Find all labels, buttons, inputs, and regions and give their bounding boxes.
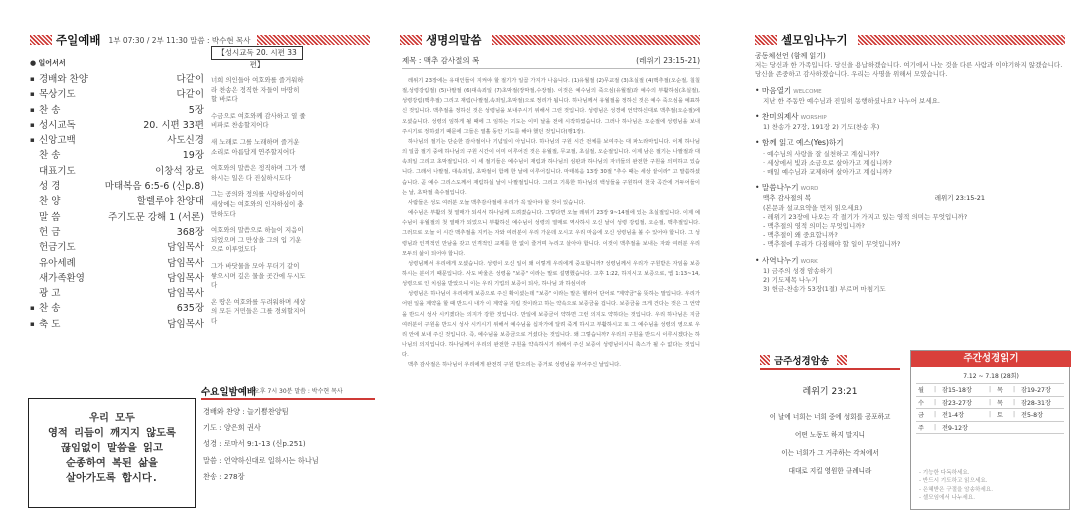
column-separator bbox=[985, 421, 995, 434]
bullet-icon: ▪ bbox=[30, 105, 35, 114]
reading-range: 전9-12장 bbox=[940, 421, 985, 434]
cell-section-title: • 사역나누기 bbox=[755, 255, 799, 265]
cell-section-title: • 말씀나누기 bbox=[755, 183, 799, 193]
worship-item-value: 담임목사 bbox=[167, 242, 204, 254]
worship-item-value: 담임목사 bbox=[167, 288, 204, 300]
cell-section-line: - 맥추절이 왜 중요합니까? bbox=[763, 231, 838, 240]
cell-section-heading bbox=[755, 183, 1065, 194]
header-hatch bbox=[760, 355, 770, 365]
reading-range: 잠15-18장 bbox=[940, 384, 985, 397]
worship-item-name-group bbox=[30, 103, 60, 118]
motto-line: 순종하여 복된 삶을 bbox=[66, 457, 158, 469]
worship-item-name: 찬 양 bbox=[39, 196, 61, 208]
reading-note: - 은혜받은 구절을 암송하세요. bbox=[919, 486, 993, 493]
cell-section-line: · 세상에서 빛과 소금으로 살아가고 계십니까? bbox=[763, 158, 892, 167]
order-heading: ● 일어서서 bbox=[30, 59, 66, 67]
worship-item-value: 다같이 bbox=[176, 74, 204, 85]
worship-item-value: 19장 bbox=[182, 150, 204, 162]
wednesday-worship-title: 수요일밤예배 bbox=[201, 387, 257, 398]
responsive-reading-title: 【성시교독 20. 시편 33편】 bbox=[211, 46, 303, 60]
worship-item-name-group bbox=[30, 317, 60, 332]
bullet-icon: ▪ bbox=[30, 75, 35, 83]
sermon-paragraph: 사람들은 성도 여러분 오늘 맥추감사절에 우리가 꼭 알아야 할 것이 있습니다. bbox=[408, 199, 586, 206]
declaration-text: 저는 당신과 한 가족입니다. 당신을 용납하겠습니다. 여기에서 나눈 것을 다른 사람과 이야기하지 않겠습니다. 당신을 존중하고 감사하겠습니다. 우리는 사명을 위해서 모였습니다. bbox=[755, 61, 1063, 79]
worship-order-item bbox=[30, 317, 204, 332]
memory-verse-line: 어떤 노동도 하지 말지니 bbox=[795, 431, 865, 439]
weekly-reading-range: 7.12 ~ 7.18 (28회) bbox=[963, 373, 1019, 380]
weekly-bible-reading bbox=[910, 350, 1070, 510]
responsive-verse: 여호와의 말씀은 정직하며 그가 행하시는 일은 다 진실하시도다 bbox=[211, 164, 306, 182]
weekly-reading-title: 주간성경읽기 bbox=[911, 351, 1071, 367]
responsive-verse: 새 노래로 그를 노래하며 즐거운 소리로 아름답게 연주할지어다 bbox=[211, 137, 300, 156]
reading-day: 금 bbox=[916, 409, 930, 422]
memory-verse-line: 이는 너희가 그 거주하는 각처에서 bbox=[781, 449, 879, 457]
wednesday-worship-schedule: 오후 7시 30분 말씀 : 박수현 목사 bbox=[254, 388, 343, 395]
worship-item-name: 대표기도 bbox=[39, 165, 76, 177]
worship-item-name: 목상기도 bbox=[39, 89, 76, 101]
worship-item-value: 다같이 bbox=[176, 89, 204, 101]
wednesday-worship-order bbox=[203, 404, 373, 485]
worship-order-item bbox=[30, 72, 204, 87]
column-separator bbox=[1009, 421, 1019, 434]
reading-day: 토 bbox=[995, 409, 1009, 422]
cell-section-line: - 맥추절의 영적 의미는 무엇입니까? bbox=[763, 222, 865, 231]
memory-rule bbox=[760, 368, 900, 370]
motto-line: 영적 리듬이 깨지지 않도록 bbox=[47, 427, 176, 439]
sermon-header bbox=[400, 32, 700, 48]
worship-item-name: 찬 송 bbox=[39, 104, 61, 116]
sermon-paragraph: 예수님은 부활의 첫 열매가 되셔서 하나님께 드려졌습니다. 그렇다면 오늘 레위기 23장 9~14절에 있는 초실절입니다. 이제 예수님이 유월절의 첫 열매가 되었으니 부활하신 예수님이 성령의 열매로 역사하시 오신 날이 성령 강림절, 오순절, 맥추절입니다. 그러므로 오늘 이 시간 맥추절을 지키는 자와 여러분이 우리 가운데 오시고 우리 마음에 오신 성령님을 볼 수 있어야 합니다. 그 성령님과 인격적인 만남을 갖고 인격적인 교제를 한 없이 즐거며 누리고 살아야 합니다. 이것이 맥추절을 보내는 자와 여러분 우리 모두의 삶이 되어야 합니다. bbox=[402, 210, 700, 257]
sunday-worship-header bbox=[30, 32, 370, 48]
motto-line: 우리 모두 bbox=[89, 412, 135, 424]
reading-range: 잠19-27장 bbox=[1019, 384, 1064, 397]
worship-order-item bbox=[30, 240, 204, 255]
worship-item-name: 말 씀 bbox=[39, 211, 61, 223]
sermon-paragraph: 하나님의 절기는 단순한 감사절이나 기념일이 아닙니다. 하나님의 구원 시간 전체를 보여주는 대 파노라마입니다. 이제 하나님의 일곱 절기 중에 하나님의 구원 시간이 이미 이루어진 것은 유월절, 무교절, 초실절, 오순절입니다. 이제 남은 절기는 나팔절과 대속죄일 그리고 초막절입니다. 이 세 절기들은 예수님이 재림과 하나님의 심판과 하나님의 자녀들의 완전한 구원을 의미하고 있습니다. 그래서 나팔절, 대속죄일, 초막절이 함께 한 날에 이루어집니다. 마태복음 13장 30절 "추수 때는 세상 끝이라" 고 말씀하셨습니다. 곧 예수 그리스도께서 재림하실 날이 나팔절입니다. 그리고 기록한 하나님의 백성들을 구원하여 천국 곡간에 거두어들이는 날, 초막절 축수절입니다. bbox=[402, 138, 700, 196]
responsive-verse: 수금으로 여호와께 감사하고 열 줄 비파로 찬송할지어다 bbox=[211, 111, 306, 130]
worship-item-name: 유아세례 bbox=[39, 257, 76, 269]
sunday-worship-schedule: 1부 07:30 / 2부 11:30 말씀 : 박수현 목사 bbox=[108, 35, 251, 45]
memory-verse-reference: 레위기 23:21 bbox=[802, 387, 858, 397]
reading-note: - 반드시 기도하고 읽으세요. bbox=[919, 478, 988, 485]
worship-item-name-group bbox=[30, 164, 76, 179]
sermon-paragraph: 성령님께서 우리에게 오셨습니다. 성령이 오신 일이 왜 이렇게 우리에게 중요할니까? 성령님께서 우리가 구원받은 자임을 보증하시는 분이기 때문입니다. 사도 바울은 성령을 "보증" 이라는 말로 설명했습니다. 고후 1:22, 하지시고 보증으로, 엡 1:13~14, 성령으로 인 치심을 받았으니 이는 우리 기업의 보증이 되사, 하나님 과 하심이라 bbox=[402, 260, 700, 288]
cell-section-line: 2) 기도제목 나누기 bbox=[763, 276, 818, 285]
sunday-worship-title: 주일예배 bbox=[56, 33, 101, 47]
header-hatch bbox=[400, 35, 422, 45]
worship-order-item bbox=[30, 148, 204, 163]
reading-range: 잠23-27장 bbox=[940, 396, 985, 409]
worship-item-name: 신앙고백 bbox=[39, 135, 76, 147]
header-hatch bbox=[492, 35, 700, 45]
responsive-reading-verses bbox=[211, 76, 307, 333]
cell-section-heading bbox=[755, 86, 1065, 97]
column-separator: | bbox=[985, 396, 995, 409]
responsive-verse: 그가 바닷물을 모아 무더기 같이 쌓으시며 깊은 물을 곳간에 두시도다 bbox=[211, 261, 306, 290]
worship-item-name-group bbox=[30, 271, 85, 286]
worship-order-item bbox=[30, 194, 204, 209]
bullet-icon: ▪ bbox=[30, 136, 35, 145]
worship-item-name: 찬 송 bbox=[39, 150, 61, 162]
wednesday-order-item: 성경 : 로마서 9:1-13 (신p.251) bbox=[203, 439, 306, 449]
wednesday-order-item: 경배와 찬양 : 늘기쁨찬양팀 bbox=[203, 407, 289, 416]
cell-section-line: 1) 찬송가 27장, 191장 2) 기도(찬송 후) bbox=[763, 123, 880, 132]
worship-order-item bbox=[30, 133, 204, 148]
cell-section-english: WORSHIP bbox=[800, 115, 827, 122]
worship-item-name: 경배와 찬양 bbox=[39, 74, 88, 85]
worship-order-item bbox=[30, 210, 204, 225]
worship-item-value: 이창석 장로 bbox=[155, 165, 204, 177]
reading-row bbox=[916, 384, 1064, 397]
cell-section-line: · 예수님의 사랑을 잘 실천하고 계십니까? bbox=[763, 149, 880, 158]
cell-section-line: 지난 한 주동안 예수님과 진밀히 동행하셨나요? 나누어 보세요. bbox=[763, 96, 940, 105]
worship-item-name-group bbox=[30, 301, 60, 316]
worship-item-value: 담임목사 bbox=[167, 257, 204, 269]
memory-verse-line: 이 날에 너희는 너희 중에 성회를 공포하고 bbox=[769, 413, 891, 421]
cell-section-heading bbox=[755, 256, 1065, 267]
reading-notes bbox=[919, 469, 993, 502]
cell-section-heading bbox=[755, 138, 1065, 149]
cell-section-title: • 마음열기 bbox=[755, 85, 792, 95]
cell-section-title: • 함께 읽고 예스(Yes)하기 bbox=[755, 138, 844, 148]
worship-order-item bbox=[30, 87, 204, 102]
worship-order-item bbox=[30, 301, 204, 316]
sermon-body bbox=[402, 76, 700, 510]
reading-range: 전5-8장 bbox=[1019, 409, 1064, 422]
reading-range bbox=[1019, 421, 1064, 434]
memory-verse-title: 금주성경암송 bbox=[774, 356, 830, 367]
word-sermon-reference: 레위기 23:15-21 bbox=[934, 194, 985, 203]
reading-day: 목 bbox=[995, 396, 1009, 409]
worship-item-name-group bbox=[30, 179, 60, 194]
worship-order-item bbox=[30, 271, 204, 286]
column-separator: | bbox=[1009, 409, 1019, 422]
reading-day: 수 bbox=[916, 396, 930, 409]
cell-section-title: • 찬미의제사 bbox=[755, 112, 799, 122]
memory-verse-text bbox=[760, 408, 900, 480]
reading-row bbox=[916, 421, 1064, 434]
reading-day: 월 bbox=[916, 384, 930, 397]
sermon-paragraph: 성령님은 하나님이 우리에게 보증으로 주신 확이셨는데 "보증" 이라는 말은 헬라어 단어로 "계약금"을 뜻하는 말입니다. 우리가 어떤 일을 계약을 할 때 반드시 내가 이 계약을 지킬 것이라고 하는 약속으로 보증금을 겁니다. 보증금을 크게 건다는 것은 그 언약을 반드시 성사 시키겠다는 의지가 강한 것입니다. 만일에 보증금이 약하면 그런 의지도 약하다는 것입니다. 우리 하나님은 지금 여러분이 구원을 반드시 성사 시키시기 위해서 예수님을 십자가에 달려 죽게 하시고 부활하시고 또 그 예수님을 성령의 영으로 우리 안에 보내 주신 것입니다. 즉, 예수님을 보증금으로 거셨다는 것입니다. 왜 그렇습니까? 우리의 구원을 반드시 이루시겠다는 하나님의 의지입니다. 하나님께서 우리의 완전한 구원을 약속하시기 위해서 주신 보증이 성령님이시니 축스가 될 수 없다는 것입니다. bbox=[402, 291, 700, 359]
cell-section-line: 3) 헌금-찬송가 53장(1절) 부르며 마침기도 bbox=[763, 285, 886, 294]
sermon-paragraph: 맥추 감사절은 하나님이 우리에게 완전히 구원 받으리는 증거로 성령님을 부어주신 날입니다. bbox=[408, 362, 621, 369]
worship-order-item bbox=[30, 179, 204, 194]
cell-group-header bbox=[755, 32, 1065, 48]
motto-line: 끊임없이 말씀을 읽고 bbox=[61, 442, 163, 454]
wednesday-order-item: 기도 : 양은희 권사 bbox=[203, 423, 261, 433]
worship-item-name: 새가족환영 bbox=[39, 272, 85, 284]
column-separator: | bbox=[985, 384, 995, 397]
declaration-title: 공동체선언 (함께 읽기) bbox=[755, 52, 826, 60]
responsive-verse: 여호와의 말씀으로 하늘이 지음이 되었으며 그 만상을 그의 입 기운으로 이루었도다 bbox=[211, 226, 304, 254]
cell-group-guide bbox=[755, 52, 1065, 294]
bullet-icon: ▪ bbox=[30, 304, 35, 313]
column-separator: | bbox=[930, 421, 940, 434]
reading-note: - 기능한 다독하세요. bbox=[919, 470, 970, 476]
worship-item-name: 찬 송 bbox=[39, 303, 61, 315]
worship-order-item bbox=[30, 118, 204, 133]
worship-item-value: 주기도문 강해 1 (서론) bbox=[108, 211, 204, 223]
sermon-subject-row bbox=[402, 55, 700, 66]
reading-day: 목 bbox=[995, 384, 1009, 397]
worship-order-item bbox=[30, 286, 204, 301]
reading-day bbox=[995, 421, 1009, 434]
worship-item-name-group bbox=[30, 240, 76, 255]
worship-item-value: 5장 bbox=[188, 104, 204, 116]
wednesday-order-item: 말씀 : 언약하신대로 일하시는 하나님 bbox=[203, 455, 319, 465]
worship-item-value: 635장 bbox=[176, 303, 204, 315]
worship-item-value: 20. 시편 33편 bbox=[143, 119, 204, 131]
worship-item-value: 368장 bbox=[176, 226, 204, 238]
worship-item-name: 성시교독 bbox=[39, 119, 76, 131]
worship-item-name-group bbox=[30, 210, 60, 225]
worship-order-item bbox=[30, 103, 204, 118]
cell-group-title: 셀모임나누기 bbox=[781, 33, 848, 47]
motto-line: 살아가도록 합시다. bbox=[66, 472, 158, 484]
cell-section-line: (본문과 설교요약을 먼저 읽으세요) bbox=[763, 203, 863, 212]
memory-verse-header bbox=[760, 352, 900, 368]
cell-section-english: WORD bbox=[800, 186, 819, 193]
worship-item-name-group bbox=[30, 72, 88, 87]
order-of-worship bbox=[30, 58, 204, 332]
cell-section-heading bbox=[755, 112, 1065, 123]
worship-order-item bbox=[30, 225, 204, 240]
responsive-verse: 온 땅은 여호와를 두려워하며 세상의 모든 거민들은 그를 경외할지어다 bbox=[211, 297, 306, 325]
reading-row bbox=[916, 396, 1064, 409]
reading-range: 잠28-31장 bbox=[1019, 396, 1064, 409]
bullet-icon: ▪ bbox=[30, 90, 35, 99]
sermon-paragraph: 레위기 23장에는 유대인들이 지켜야 할 절기가 일곱 가지가 나옵니다. (1)유월절 (2)무교절 (3)초실절 (4)맥추절(오순절, 칠칠절,성령강림절) (5)나팔절 (6)대속죄일 (7)초막절(장막절,수장절). 이것은 예수님의 죽으심(유월절)과 예수의 부활하심(초실절), 성령강림(맥추절) 그리고 재림(나팔절,속죄일,초막절)으로 정리가 됩니다. 하나님께서 유월절을 정하신 것은 예수 죽으심을 예표하신 것입니다. 맥추절을 정하신 것은 성령님을 보내주시기 위해서 그런 것입니다. 성령님은 성경에 언약하신대로 맥추절(오순절)에 오셨습니다. 성령의 임하게 될 때에 그 임하는 기도는 이미 날을 전에 시작하였습니다. 그러나 하나님은 오순절에 성령님을 보내 주시기로 정하셨기 때문에 그들은 열흘 동안 기도를 해야 했던 것입니다(행1장). bbox=[402, 78, 700, 135]
reading-row bbox=[916, 409, 1064, 422]
worship-item-name: 헌 금 bbox=[39, 226, 61, 238]
cell-section-line: · 매일 예수님과 교제하며 살아가고 계십니까? bbox=[763, 168, 892, 177]
bullet-icon: ▪ bbox=[30, 319, 35, 328]
memory-verse-line: 대대로 지킬 영원한 규례니라 bbox=[788, 467, 872, 475]
word-sermon-row bbox=[755, 194, 1065, 203]
sermon-section-title: 생명의말씀 bbox=[426, 33, 482, 47]
reading-range: 전1-4장 bbox=[940, 409, 985, 422]
cell-section-english: WELCOME bbox=[793, 88, 822, 95]
responsive-verse: 그는 공의와 정의를 사랑하심이여 세상에는 여호와의 인자하심이 충만하도다 bbox=[211, 190, 304, 218]
worship-item-name-group bbox=[30, 148, 60, 163]
sermon-subject: 제목 : 맥추 감사절의 복 bbox=[402, 56, 480, 65]
worship-item-name-group bbox=[30, 225, 60, 240]
bullet-icon: ▪ bbox=[30, 120, 35, 129]
worship-order-item bbox=[30, 164, 204, 179]
cell-section-line: - 맥추절에 우리가 다짐해야 할 일이 무엇입니까? bbox=[763, 240, 901, 249]
worship-item-value: 담임목사 bbox=[167, 272, 204, 284]
wednesday-rule bbox=[201, 398, 375, 400]
column-separator: | bbox=[1009, 384, 1019, 397]
worship-item-name: 성 경 bbox=[39, 181, 61, 193]
wednesday-order-item: 찬송 : 278장 bbox=[203, 471, 245, 481]
worship-item-name: 헌금기도 bbox=[39, 242, 76, 254]
divider bbox=[402, 68, 700, 69]
worship-item-name: 광 고 bbox=[39, 288, 61, 300]
worship-item-value: 사도신경 bbox=[167, 135, 204, 147]
column-separator: | bbox=[1009, 396, 1019, 409]
worship-item-name-group bbox=[30, 133, 76, 148]
worship-item-name-group bbox=[30, 194, 60, 209]
worship-item-name-group bbox=[30, 286, 60, 301]
weekly-motto bbox=[28, 398, 196, 508]
header-hatch bbox=[30, 35, 52, 45]
header-hatch bbox=[257, 35, 370, 45]
worship-item-name: 축 도 bbox=[39, 318, 61, 330]
worship-item-name-group bbox=[30, 118, 76, 133]
worship-item-value: 담임목사 bbox=[167, 318, 204, 330]
column-separator: | bbox=[930, 396, 940, 409]
worship-item-name-group bbox=[30, 256, 76, 271]
worship-order-item bbox=[30, 256, 204, 271]
word-sermon-title: 맥추 감사절의 복 bbox=[763, 194, 812, 203]
reading-note: - 셀모임에서 나누세요. bbox=[919, 494, 975, 501]
header-hatch bbox=[837, 355, 847, 365]
worship-item-name-group bbox=[30, 87, 76, 102]
reading-schedule-table bbox=[916, 383, 1064, 434]
responsive-verse: 너희 의인들아 여호와를 즐거워하라 찬송은 정직한 자들이 마땅히 할 바로다 bbox=[211, 76, 304, 104]
cell-section-line: 1) 금주의 성경 암송하기 bbox=[763, 266, 833, 275]
header-hatch bbox=[858, 35, 1065, 45]
cell-section-line: - 레위기 23장에 나오는 각 절기가 가지고 있는 영적 의미는 무엇입니까? bbox=[763, 212, 968, 221]
header-hatch bbox=[755, 35, 777, 45]
worship-item-value: 마태복음 6:5-6 (신p.8) bbox=[104, 181, 204, 193]
worship-item-value: 할렐루야 찬양대 bbox=[136, 196, 204, 208]
sermon-reference: (레위기 23:15-21) bbox=[636, 56, 700, 65]
column-separator: | bbox=[930, 409, 940, 422]
reading-day: 주 bbox=[916, 421, 930, 434]
column-separator: | bbox=[930, 384, 940, 397]
cell-section-english: WORK bbox=[800, 258, 818, 265]
column-separator: | bbox=[985, 409, 995, 422]
